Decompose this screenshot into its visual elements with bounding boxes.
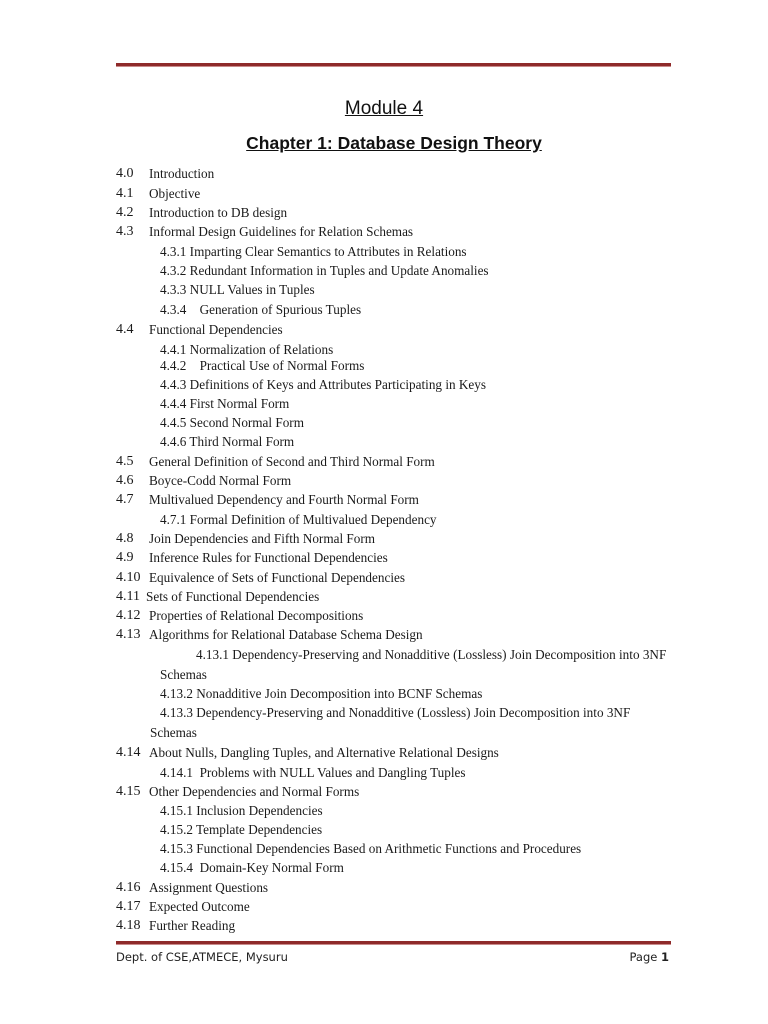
toc-entry-title: Properties of Relational Decompositions (149, 608, 364, 623)
toc-subentry: 4.4.3 Definitions of Keys and Attributes Participating in Keys (160, 377, 486, 392)
page-number: 1 (660, 950, 669, 964)
toc-subentry: 4.4.6 Third Normal Form (160, 434, 295, 449)
toc-entry-title: Objective (149, 186, 201, 201)
toc-entry-number: 4.2 (116, 205, 134, 220)
toc-entry-title: Introduction (149, 166, 215, 181)
toc-entry-title: General Definition of Second and Third Normal Form (149, 454, 435, 469)
toc-subentry: 4.13.1 Dependency-Preserving and Nonadditive (Lossless) Join Decomposition into 3NF (196, 647, 667, 662)
toc-subentry: 4.15.2 Template Dependencies (160, 822, 323, 837)
toc-entry-number: 4.10 (116, 570, 141, 585)
toc-subentry: 4.4.2 Practical Use of Normal Forms (160, 358, 365, 373)
toc-subentry: 4.15.1 Inclusion Dependencies (160, 803, 323, 818)
toc-entry-number: 4.5 (116, 454, 134, 469)
toc-entry-title: Join Dependencies and Fifth Normal Form (149, 531, 375, 546)
toc-entry-number: 4.11 (116, 589, 140, 604)
toc-entry-number: 4.15 (116, 784, 141, 799)
toc-subentry: 4.3.4 Generation of Spurious Tuples (160, 302, 362, 317)
toc-entry-title: Introduction to DB design (149, 205, 288, 220)
toc-subentry: 4.15.3 Functional Dependencies Based on Arithmetic Functions and Procedures (160, 841, 582, 856)
toc-entry-title: Boyce-Codd Normal Form (149, 473, 292, 488)
toc-entry-number: 4.7 (116, 492, 134, 507)
toc-entry-title: About Nulls, Dangling Tuples, and Alternative Relational Designs (149, 745, 499, 760)
toc-entry-number: 4.12 (116, 608, 141, 623)
toc-entry-number: 4.13 (116, 627, 141, 642)
toc-subentry: 4.15.4 Domain-Key Normal Form (160, 860, 344, 875)
toc-subentry: Schemas (160, 667, 207, 682)
toc-entry-title: Sets of Functional Dependencies (146, 589, 320, 604)
toc-subentry: 4.4.4 First Normal Form (160, 396, 290, 411)
page-label: Page (629, 950, 658, 964)
toc-entry-title: Expected Outcome (149, 899, 250, 914)
toc-subentry: 4.3.3 NULL Values in Tuples (160, 282, 315, 297)
footer-department: Dept. of CSE,ATMECE, Mysuru (116, 950, 288, 964)
toc-subentry: 4.13.2 Nonadditive Join Decomposition into BCNF Schemas (160, 686, 483, 701)
toc-entry-title: Informal Design Guidelines for Relation Schemas (149, 224, 414, 239)
toc-subentry: 4.14.1 Problems with NULL Values and Dangling Tuples (160, 765, 466, 780)
toc-subentry: 4.4.1 Normalization of Relations (160, 342, 334, 357)
toc-entry-number: 4.18 (116, 918, 141, 933)
toc-entry-number: 4.0 (116, 166, 134, 181)
toc-entry-number: 4.17 (116, 899, 141, 914)
toc-subentry: 4.13.3 Dependency-Preserving and Nonadditive (Lossless) Join Decomposition into 3NF (160, 705, 631, 720)
toc-entry-title: Assignment Questions (149, 880, 269, 895)
toc-entry-number: 4.6 (116, 473, 134, 488)
toc-entry-number: 4.3 (116, 224, 134, 239)
module-title: Module 4 (344, 98, 424, 119)
toc-entry-title: Inference Rules for Functional Dependencies (149, 550, 388, 565)
toc-entry-number: 4.16 (116, 880, 141, 895)
toc-subentry: 4.3.2 Redundant Information in Tuples and Update Anomalies (160, 263, 489, 278)
footer-page (629, 950, 669, 964)
toc-entry-number: 4.4 (116, 322, 134, 337)
toc-entry-title: Multivalued Dependency and Fourth Normal Form (149, 492, 419, 507)
toc-entry-number: 4.1 (116, 186, 134, 201)
toc-subentry: 4.7.1 Formal Definition of Multivalued Dependency (160, 512, 437, 527)
toc-entry-title: Equivalence of Sets of Functional Dependencies (149, 570, 405, 585)
footer-rule (116, 941, 671, 945)
toc-subentry: Schemas (150, 725, 197, 740)
toc-entry-title: Functional Dependencies (149, 322, 283, 337)
toc-entry-title: Further Reading (149, 918, 236, 933)
toc-entry-number: 4.14 (116, 745, 141, 760)
toc-entry-title: Other Dependencies and Normal Forms (149, 784, 360, 799)
toc-entry-title: Algorithms for Relational Database Schema Design (149, 627, 423, 642)
chapter-title: Chapter 1: Database Design Theory (246, 133, 542, 153)
toc-entry-number: 4.8 (116, 531, 134, 546)
toc-entry-number: 4.9 (116, 550, 134, 565)
toc-subentry: 4.3.1 Imparting Clear Semantics to Attributes in Relations (160, 244, 467, 259)
toc-subentry: 4.4.5 Second Normal Form (160, 415, 304, 430)
